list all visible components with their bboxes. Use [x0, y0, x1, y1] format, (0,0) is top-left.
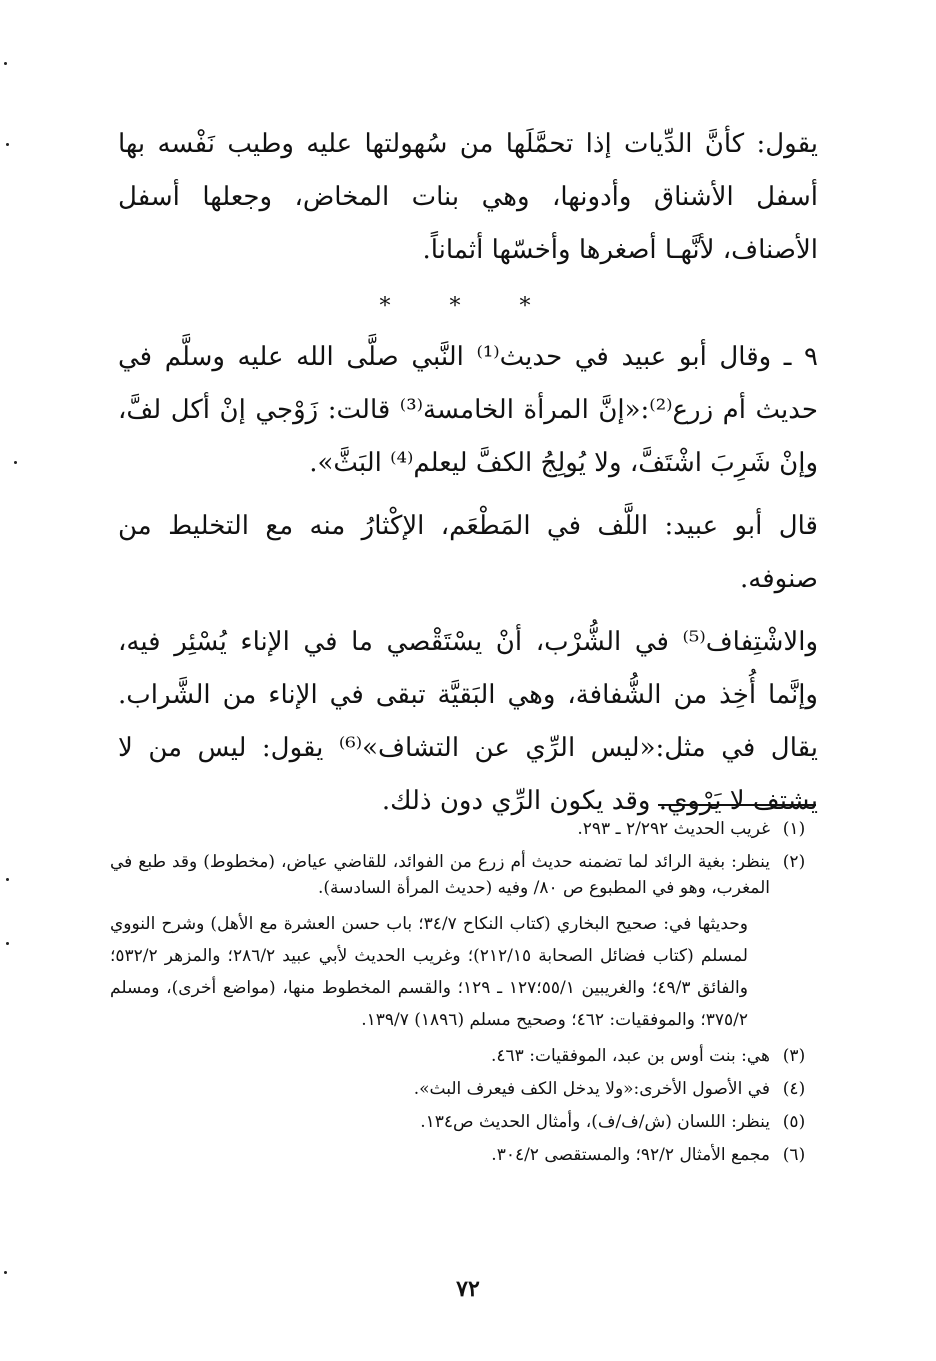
scan-speck — [4, 62, 7, 65]
footnote-number: (٢) — [782, 852, 806, 872]
footnote-text: وحديثها في: صحيح البخاري (كتاب النكاح ٣٤/٧؛ باب حسن العشرة مع الأهل) وشرح النووي لمسلم (كتاب فضائل الصحابة ٢١٢/١٥)؛ وغريب الحديث لأبي عبيد ٢٨٦/٢؛ والمزهر ٥٣٢/٢؛ والفائق ٤٩/٣؛ والغريبين ٥٥/١؛١٢٧ ـ ١٢٩؛ والقسم المخطوط منها، (مواضع أخرى)، ومسلم ٣٧٥/٢؛ والموفقيات: ٤٦٢؛ وصحيح مسلم (١٨٩٦) ١٣٩/٧. — [110, 914, 748, 1030]
paragraph-explanation-laff: قال أبو عبيد: اللَّف في المَطْعَم، الإكْثارُ منه مع التخليط من صنوفه. — [118, 511, 818, 594]
footnote-text: ينظر: اللسان (ش/ف/ف)، وأمثال الحديث ص١٣٤. — [420, 1112, 770, 1132]
scan-speck — [14, 461, 17, 464]
footnote-text: هي: بنت أوس بن عبد، الموفقيات: ٤٦٣. — [491, 1046, 770, 1066]
footnote-item — [110, 1043, 818, 1069]
section-separator: * * * — [379, 294, 557, 319]
footnote-number: (٥) — [782, 1112, 806, 1132]
footnote-text: في الأصول الأخرى:«ولا يدخل الكف فيعرف البث». — [413, 1079, 770, 1099]
footnote-number: (١) — [782, 819, 806, 839]
footnote-divider — [658, 804, 816, 806]
main-text — [118, 118, 818, 834]
scan-speck — [6, 143, 9, 146]
footnote-item — [110, 1076, 818, 1102]
footnote-item — [110, 1142, 818, 1168]
footnote-text: مجمع الأمثال ٩٢/٢؛ والمستقصى ٣٠٤/٢. — [491, 1145, 770, 1165]
footnote-number: (٤) — [782, 1079, 806, 1099]
footnote-text: غريب الحديث ٢/٢٩٢ ـ ٢٩٣. — [577, 819, 770, 839]
footnote-text: ينظر: بغية الرائد لما تضمنه حديث أم زرع من الفوائد، للقاضي عياض، (مخطوط) وقد طبع في المغرب، وهو في المطبوع ص ٨٠/ وفيه (حديث المرأة السادسة). — [110, 852, 770, 898]
footnote-number: (٦) — [782, 1145, 806, 1165]
footnotes — [110, 816, 818, 1175]
footnote-item — [110, 1109, 818, 1135]
scan-speck — [6, 942, 9, 945]
footnote-item — [110, 849, 818, 901]
paragraph-intro: يقول: كأنَّ الدِّيات إذا تحمَّلَها من سُهولتها عليه وطيب نَفْسه بها أسفل الأشناق وأدونها، وهي بنات المخاض، وجعلها أسفل الأصناف، لأنَّهـا أصغرها وأخسّها أثماناً. — [118, 129, 818, 265]
scan-speck — [6, 878, 9, 881]
paragraph-explanation-ishtifaf: والاشْتِفاف⁽⁵⁾ في الشُّرْب، أنْ يسْتَقْصي ما في الإناء يُسْئِر فيه، وإنَّما أُخِذ من الشُّفافة، وهي البَقيَّة تبقى في الإناء من الشَّراب. يقال في مثل:«ليس الرِّي عن التشاف»⁽⁶⁾ يقول: ليس من لا يشتف لا يَرْوي. وقد يكون الرِّي دون ذلك. — [118, 627, 818, 816]
footnote-number: (٣) — [782, 1046, 806, 1066]
footnote-item — [110, 908, 818, 1036]
footnote-item — [110, 816, 818, 842]
page-number: ٧٢ — [456, 1276, 480, 1302]
paragraph-hadith: ٩ ـ وقال أبو عبيد في حديث⁽¹⁾ النَّبي صلَّى الله عليه وسلَّم في حديث أم زرع⁽²⁾:«إنَّ المرأة الخامسة⁽³⁾ قالت: زَوْجي إنْ أكل لفَّ، وإنْ شَرِبَ اشْتَفَّ، ولا يُولِجُ الكفَّ ليعلم⁽⁴⁾ البَثَّ». — [118, 342, 818, 478]
scan-speck — [4, 1271, 7, 1274]
